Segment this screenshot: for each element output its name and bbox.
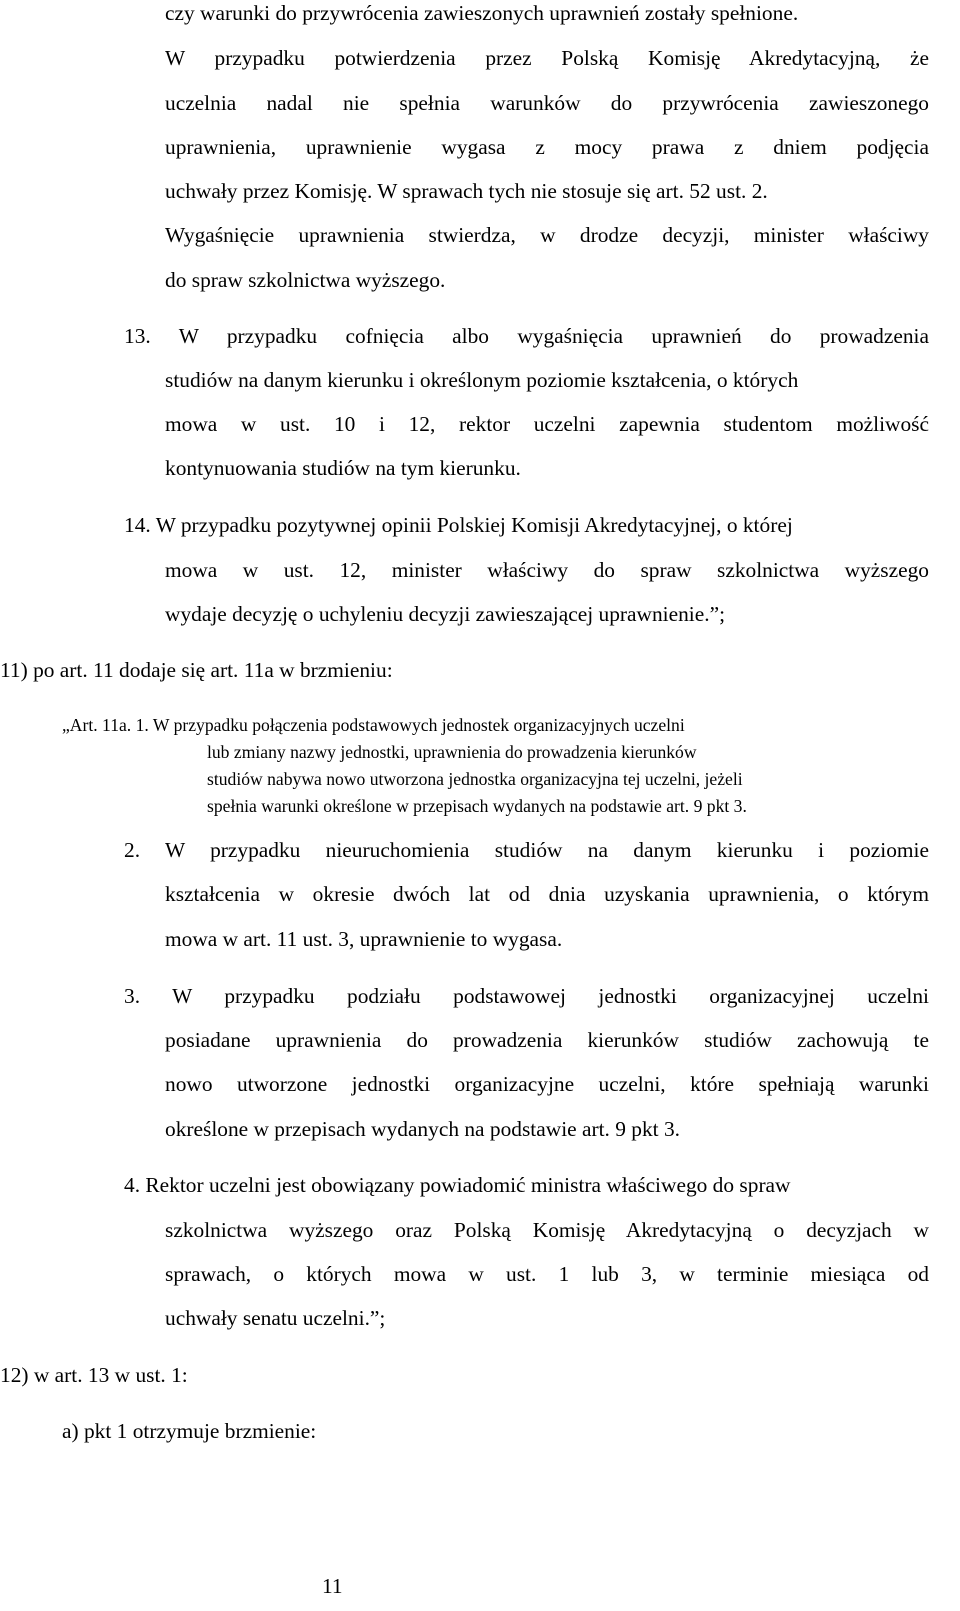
amendment-12-heading: 12) w art. 13 w ust. 1: (0, 1363, 188, 1387)
art-11a-1-line: spełnia warunki określone w przepisach wydanych na podstawie art. 9 pkt 3. (207, 796, 747, 816)
art-11a-3-line: określone w przepisach wydanych na podstawie art. 9 pkt 3. (165, 1117, 681, 1141)
text-line: czy warunki do przywrócenia zawieszonych uprawnień zostały spełnione. (165, 1, 799, 25)
art-11a-2-line: mowa w art. 11 ust. 3, uprawnienie to wygasa. (165, 927, 563, 951)
art-11a-4-line: 4. Rektor uczelni jest obowiązany powiadomić ministra właściwego do spraw (124, 1173, 791, 1197)
text-line: uchwały przez Komisję. W sprawach tych nie stosuje się art. 52 ust. 2. (165, 179, 768, 203)
amendment-11-heading: 11) po art. 11 dodaje się art. 11a w brzmieniu: (0, 658, 393, 682)
paragraph-13-line: kontynuowania studiów na tym kierunku. (165, 456, 521, 480)
art-11a-4-line: szkolnictwa wyższego oraz Polską Komisję Akredytacyjną o decyzjach w (165, 1218, 929, 1242)
page-number: 11 (322, 1574, 343, 1598)
art-11a-3-line: nowo utworzone jednostki organizacyjne uczelni, które spełniają warunki (165, 1072, 929, 1096)
text-line: Wygaśnięcie uprawnienia stwierdza, w drodze decyzji, minister właściwy (165, 223, 929, 247)
paragraph-13-line: 13. W przypadku cofnięcia albo wygaśnięcia uprawnień do prowadzenia (124, 324, 929, 348)
art-11a-2-line: kształcenia w okresie dwóch lat od dnia uzyskania uprawnienia, o którym (165, 882, 929, 906)
paragraph-14-line: wydaje decyzję o uchyleniu decyzji zawieszającej uprawnienie.”; (165, 602, 726, 626)
art-11a-4-line: uchwały senatu uczelni.”; (165, 1306, 386, 1330)
paragraph-13-line: mowa w ust. 10 i 12, rektor uczelni zapewnia studentom możliwość (165, 412, 929, 436)
art-11a-1-line: lub zmiany nazwy jednostki, uprawnienia do prowadzenia kierunków (207, 742, 697, 762)
art-11a-2-line: 2. W przypadku nieuruchomienia studiów na danym kierunku i poziomie (124, 838, 929, 862)
text-line: do spraw szkolnictwa wyższego. (165, 268, 446, 292)
text-line: uprawnienia, uprawnienie wygasa z mocy prawa z dniem podjęcia (165, 135, 929, 159)
paragraph-13-line: studiów na danym kierunku i określonym poziomie kształcenia, o których (165, 368, 799, 392)
paragraph-14-line: mowa w ust. 12, minister właściwy do spraw szkolnictwa wyższego (165, 558, 929, 582)
art-11a-4-line: sprawach, o których mowa w ust. 1 lub 3, w terminie miesiąca od (165, 1262, 929, 1286)
art-11a-1-line: studiów nabywa nowo utworzona jednostka organizacyjna tej uczelni, jeżeli (207, 769, 743, 789)
paragraph-14-line: 14. W przypadku pozytywnej opinii Polskiej Komisji Akredytacyjnej, o której (124, 513, 793, 537)
text-line: uczelnia nadal nie spełnia warunków do przywrócenia zawieszonego (165, 91, 929, 115)
amendment-12-sub-a: a) pkt 1 otrzymuje brzmienie: (62, 1419, 317, 1443)
art-11a-3-line: 3. W przypadku podziału podstawowej jednostki organizacyjnej uczelni (124, 984, 929, 1008)
text-line: W przypadku potwierdzenia przez Polską Komisję Akredytacyjną, że (165, 46, 929, 70)
art-11a-3-line: posiadane uprawnienia do prowadzenia kierunków studiów zachowują te (165, 1028, 929, 1052)
art-11a-1-line: „Art. 11a. 1. W przypadku połączenia podstawowych jednostek organizacyjnych uczelni (62, 715, 685, 735)
